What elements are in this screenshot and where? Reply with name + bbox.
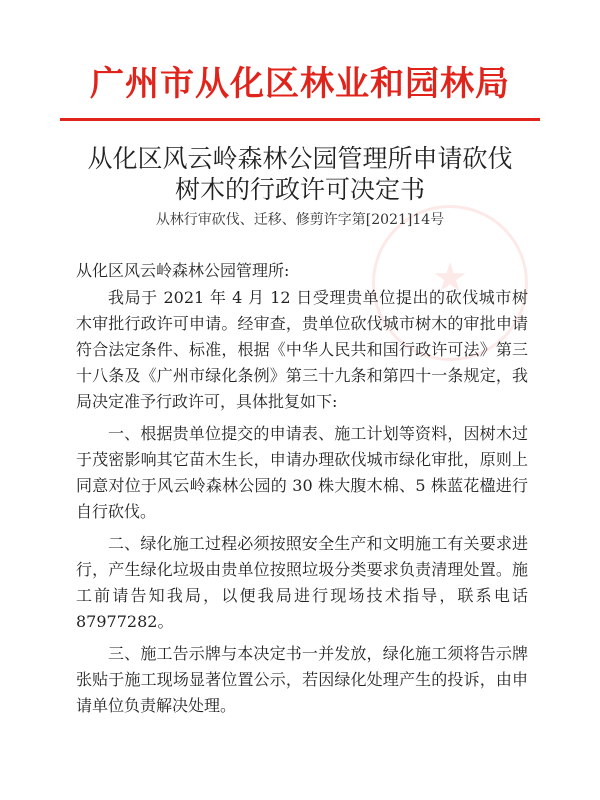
body-paragraph-item-3: 三、施工告示牌与本决定书一并发放，绿化施工须将告示牌张贴于施工现场显著位置公示，若因绿化处理产生的投诉，由申请单位负责解决处理。 <box>76 644 528 715</box>
masthead-divider <box>60 118 540 121</box>
body-paragraph-intro: 我局于 2021 年 4 月 12 日受理贵单位提出的砍伐城市树木审批行政许可申请。经审查，贵单位砍伐城市树木的审批申请符合法定条件、标准，根据《中华人民共和国行政许可法》第三十八条及《广州市绿化条例》第三十九条和第四十一条规定，我局决定准予行政许可，具体批复如下: <box>76 288 528 411</box>
body-paragraph-item-2: 二、绿化施工过程必须按照安全生产和文明施工有关要求进行，产生绿化垃圾由贵单位按照垃圾分类要求负责清理处置。施工前请告知我局，以便我局进行现场技术指导，联系电话87977282。 <box>76 534 528 631</box>
body-paragraph-item-1: 一、根据贵单位提交的申请表、施工计划等资料，因树木过于茂密影响其它苗木生长，申请办理砍伐城市绿化审批，原则上同意对位于风云岭森林公园的 30 株大腹木棉、5 株蓝花楹进行自行砍伐。 <box>76 424 528 521</box>
document-title <box>40 143 560 205</box>
document-number: 从林行审砍伐、迁移、修剪许字第[2021]14号 <box>155 212 445 228</box>
document-title-line-2: 树木的行政许可决定书 <box>174 175 425 204</box>
document-body <box>76 285 528 719</box>
document-title-line-1: 从化区风云岭森林公园管理所申请砍伐 <box>87 144 513 173</box>
seal-star-icon: ★ <box>432 255 468 301</box>
salutation: 从化区风云岭森林公园管理所: <box>76 261 290 280</box>
agency-masthead: 广州市从化区林业和园林局 <box>90 64 510 104</box>
